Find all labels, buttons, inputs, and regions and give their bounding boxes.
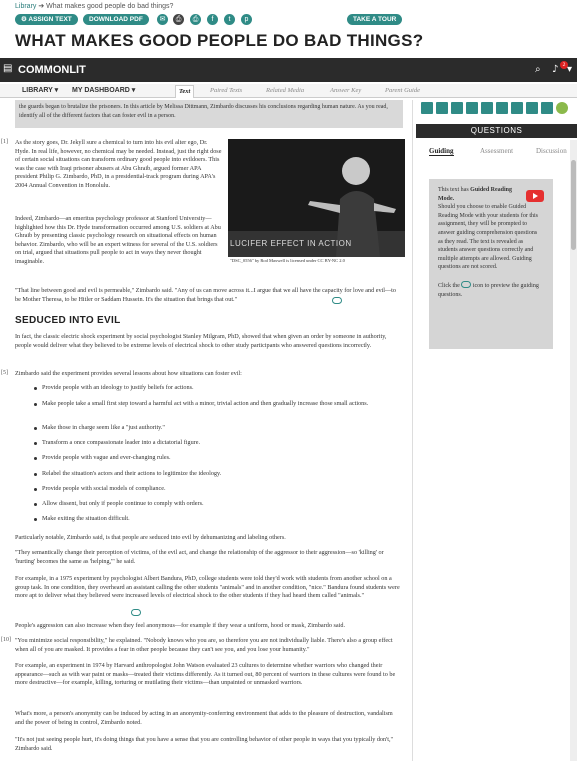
- twitter-icon[interactable]: t: [224, 14, 235, 25]
- breadcrumb-current: What makes good people do bad things?: [46, 3, 174, 10]
- dashboard-label: MY DASHBOARD: [72, 87, 130, 94]
- read-aloud-icon[interactable]: [421, 102, 433, 114]
- pause-icon[interactable]: [451, 102, 463, 114]
- youtube-icon[interactable]: [526, 190, 544, 202]
- paragraph: "It's not just seeing people hurt, it's doing things that you have a sense that you are controlling behavior of other people in ways that you typically don't," Zimbardo said.: [15, 736, 394, 752]
- paragraph: Particularly notable, Zimbardo said, is that people are seduced into evil by dehumanizing and labeling others.: [15, 534, 286, 541]
- guide-hint-part: icon to preview the guiding questions.: [438, 282, 539, 298]
- menu-icon[interactable]: ▤: [3, 63, 13, 74]
- scrollbar[interactable]: [570, 140, 577, 761]
- bell-icon[interactable]: ♪: [552, 64, 559, 75]
- list-item-text: Make those in charge seem like a "just authority.": [42, 424, 165, 431]
- guide-description: Should you choose to enable Guided Reading Mode with your students for this assignment, they will be prompted to answer guiding comprehension questions as they read. The text is revealed as students answer questions correctly and multiple attempts are allowed. Guiding questions are not scored.: [438, 204, 538, 271]
- print-icon[interactable]: ⎙: [190, 14, 201, 25]
- breadcrumb: [15, 2, 173, 10]
- list-item: [42, 470, 402, 479]
- facebook-icon[interactable]: f: [207, 14, 218, 25]
- tab-text[interactable]: Text: [175, 85, 194, 98]
- paragraph: For example, an experiment in 1974 by Harvard anthropologist John Watson evaluated 23 cultures to determine whether warriors who changed their appearance—such as with war paint or masks—treated their victims differently. As it turned out, 80 percent of warriors in these cultures were found to be more destructive—for example, killing, torturing or mutilating their victims—than unpainted or unmasked warriors.: [15, 662, 396, 687]
- quote-paragraph: "That line between good and evil is permeable," Zimbardo said. "Any of us can move across it...I argue that we all have the capacity for love and evil—to be Mother Theresa, to be Hitler or Saddam Hussein. It's the situation that brings that out.": [15, 287, 396, 303]
- stop-icon[interactable]: [466, 102, 478, 114]
- tab-answer-key[interactable]: Answer Key: [330, 87, 362, 94]
- notification-badge: 2: [560, 61, 568, 69]
- download-pdf-button[interactable]: [83, 14, 149, 25]
- list-item: [42, 424, 402, 433]
- guiding-question-icon[interactable]: [131, 609, 141, 616]
- guiding-question-icon[interactable]: [332, 297, 342, 304]
- assign-text-button[interactable]: ⚙ ASSIGN TEXT: [15, 14, 78, 25]
- breadcrumb-library-link[interactable]: Library: [15, 3, 37, 10]
- divider: [412, 100, 413, 761]
- reader-toolbar: [416, 100, 577, 118]
- list-item: [42, 439, 402, 448]
- nav-bar: [0, 84, 577, 98]
- arrow-right-icon: ➔: [38, 3, 47, 10]
- pinterest-icon[interactable]: p: [241, 14, 252, 25]
- list-item: [42, 500, 402, 509]
- take-a-tour-button[interactable]: [347, 14, 402, 25]
- paragraph: People's aggression can also increase when they feel anonymous—for example if they wear a uniform, hood or mask, Zimbardo said.: [15, 622, 345, 629]
- tab-parent-guide[interactable]: Parent Guide: [385, 87, 420, 94]
- list-item: [42, 454, 402, 463]
- paragraph-number: [1]: [1, 139, 8, 145]
- list-item: [42, 515, 402, 524]
- paragraph-number: [10]: [1, 637, 11, 643]
- list-item-text: Provide people with vague and ever-changing rules.: [42, 454, 171, 461]
- paragraph: In fact, the classic electric shock experiment by social psychologist Stanley Milgram, PhD, showed that when given an order by someone in authority, people would deliver what they believed to be extreme levels of electrical shock to other study participants who answered questions incorrectly.: [15, 333, 387, 349]
- tab-discussion[interactable]: Discussion: [536, 147, 567, 155]
- paragraph-number: [5]: [1, 370, 8, 376]
- highlight-icon[interactable]: [496, 102, 508, 114]
- intro-box: the guards began to brutalize the prisoners. In this article by Melissa Dittmann, Zimbardo discusses his conclusions regarding human nature. As you read, identify all of the different factors that can foster evil in a person.: [15, 100, 403, 128]
- paragraph: What's more, a person's anonymity can be induced by acting in an anonymity-conferring environment that adds to the pleasure of destruction, vandalism and the power of being in control, Zimbardo noted.: [15, 710, 393, 726]
- translate-icon[interactable]: [526, 102, 538, 114]
- guide-preview-hint: [438, 281, 542, 299]
- download-pdf-label: DOWNLOAD PDF: [89, 16, 143, 23]
- list-item-text: Make exiting the situation difficult.: [42, 515, 130, 522]
- font-size-icon[interactable]: [541, 102, 553, 114]
- settings-icon[interactable]: [481, 102, 493, 114]
- guide-text-bold: Guided Reading Mode.: [438, 187, 513, 202]
- tab-related-media[interactable]: Related Media: [266, 87, 305, 94]
- paragraph: As the story goes, Dr. Jekyll sure a chemical to turn into his evil alter ego, Dr. Hyde. In real life, however, no chemical may be needed. Instead, just the right dose of certain social situations can transform ordinary good people into evildoers. This was the case with Iraqi prisoner abusers at Abu Ghraib, argued former APA president Philip G. Zimbardo, PhD, in a presidential-track program during APA's 2004 Annual Convention in Honolulu.: [15, 139, 222, 189]
- logo[interactable]: COMMONLIT: [18, 64, 86, 76]
- list-item: [42, 485, 402, 494]
- list-item-text: Allow dissent, but only if people continue to comply with orders.: [42, 500, 204, 507]
- guide-hint-part: Click the: [438, 282, 460, 289]
- favorite-icon[interactable]: ⎙: [173, 14, 184, 25]
- paragraph: "You minimize social responsibility," he explained. "Nobody knows who you are, so therefore you are not individually liable. There's also a group effect when all of you are masked. It provides a fear in other people because they can't see you, and you lose your humanity.": [15, 637, 393, 653]
- photo-caption: "DSC_0556" by Rod Maxwell is licensed under CC BY-NC 2.0: [230, 258, 345, 263]
- action-row: [15, 14, 577, 28]
- paragraph: For example, in a 1975 experiment by psychologist Albert Bandura, PhD, college students were told they'd work with students from another school on a group task. In one condition, they overheard an assistant calling the other students "animals" and in another condition, "nice." Bandura found students were more apt to deliver what they believed were increased levels of electrical shock to the other students if they had heard them called "animals.": [15, 575, 400, 600]
- search-icon[interactable]: ⌕: [535, 64, 541, 75]
- list-item: [42, 384, 402, 393]
- library-label: LIBRARY: [22, 87, 53, 94]
- library-dropdown[interactable]: LIBRARY ▾: [22, 87, 59, 94]
- assign-text-label: ASSIGN TEXT: [28, 16, 72, 23]
- tab-paired-texts[interactable]: Paired Texts: [210, 87, 243, 94]
- photo-sign-text: LUCIFER EFFECT IN ACTION: [230, 239, 352, 248]
- section-heading: SEDUCED INTO EVIL: [15, 315, 121, 326]
- paragraph: Zimbardo said the experiment provides several lessons about how situations can foster evil:: [15, 370, 242, 377]
- list-item: [42, 400, 402, 409]
- list-item-text: Provide people with an ideology to justify beliefs for actions.: [42, 384, 194, 391]
- share-icon[interactable]: ✉: [157, 14, 168, 25]
- list-item-text: Make people take a small first step toward a harmful act with a minor, trivial action and then gradually increase those small actions.: [42, 400, 369, 407]
- guide-text-part: This text has: [438, 187, 469, 193]
- list-item-text: Transform a once compassionate leader into a dictatorial figure.: [42, 439, 201, 446]
- article-photo[interactable]: [228, 139, 405, 257]
- paragraph: "They semantically change their perception of victims, of the evil act, and change the relationship of the aggressor to their aggression—so 'killing' or 'hurting' becomes the same as 'helping,'" he said.: [15, 549, 384, 565]
- guiding-question-icon[interactable]: [461, 281, 471, 288]
- guided-reading-info: [429, 179, 553, 349]
- dashboard-dropdown[interactable]: MY DASHBOARD ▾: [72, 87, 136, 94]
- annotate-icon[interactable]: [511, 102, 523, 114]
- page-title: WHAT MAKES GOOD PEOPLE DO BAD THINGS?: [15, 31, 424, 50]
- list-item-text: Relabel the situation's actors and their actions to legitimize the ideology.: [42, 470, 222, 477]
- tab-guiding[interactable]: Guiding: [429, 147, 454, 155]
- tab-assessment[interactable]: Assessment: [480, 147, 514, 155]
- questions-header: QUESTIONS: [416, 124, 577, 138]
- list-item-text: Provide people with social models of compliance.: [42, 485, 166, 492]
- account-icon[interactable]: ▾: [567, 64, 573, 75]
- scrollbar-thumb[interactable]: [571, 160, 576, 250]
- top-bar: [0, 58, 577, 82]
- guide-icon[interactable]: [556, 102, 568, 114]
- guide-text: [438, 186, 524, 203]
- take-a-tour-label: TAKE A TOUR: [353, 16, 397, 23]
- play-icon[interactable]: [436, 102, 448, 114]
- paragraph: Indeed, Zimbardo—an emeritus psychology professor at Stanford University—highlighted how this Dr. Hyde transformation occurred among U.S. soldiers at Abu Ghraib by presenting classic psychology research on situational effects on human behavior. Zimbardo, who will be an expert witness for several of the U.S. soldiers on trial, argued that situations pull people to act in ways they never thought imaginable.: [15, 215, 221, 265]
